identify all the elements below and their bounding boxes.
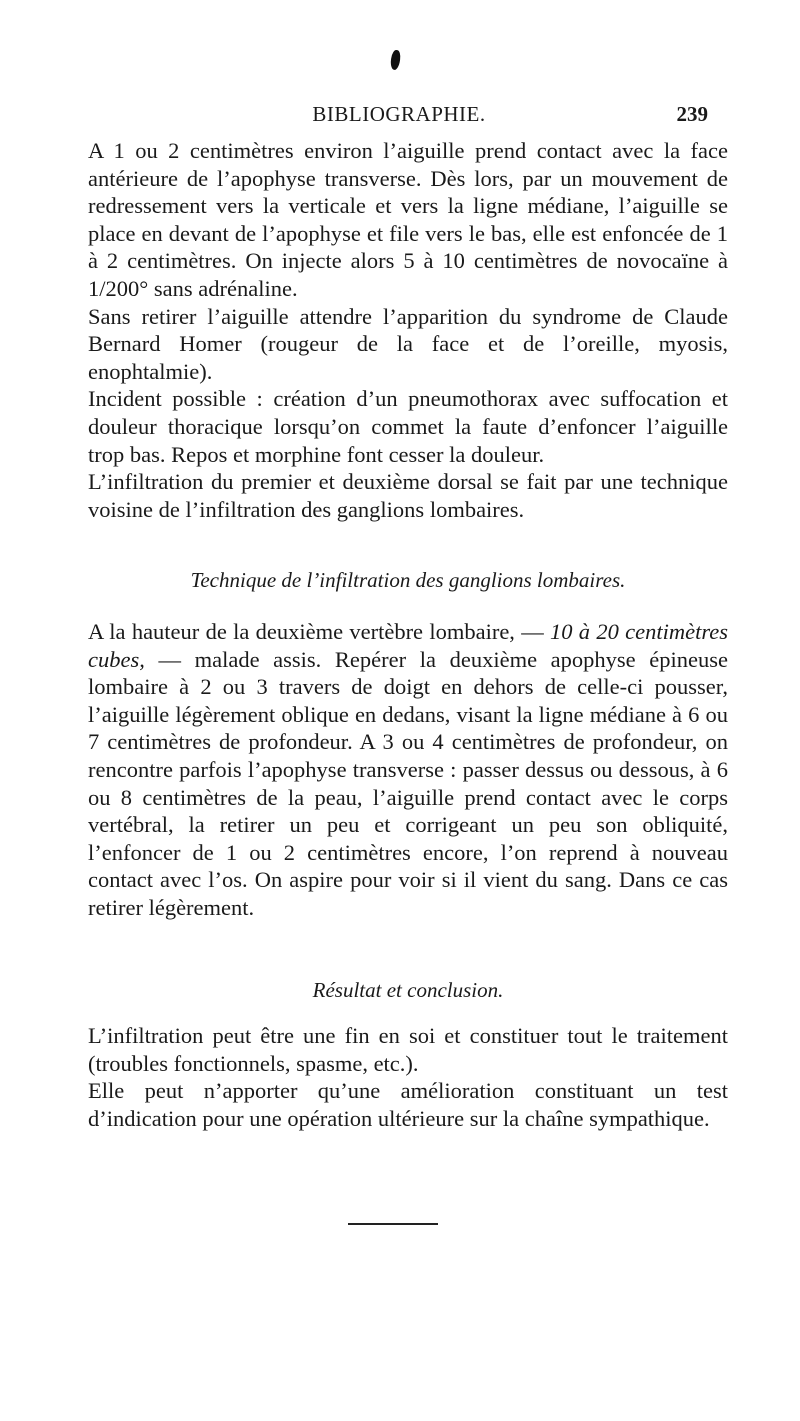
section-title-technique: Technique de l’infiltration des ganglions lombaires. <box>190 568 626 592</box>
section-title-result: Résultat et conclusion. <box>312 978 504 1002</box>
ink-blot <box>390 49 402 70</box>
page-header <box>90 100 708 130</box>
paragraph: Incident possible : création d’un pneumothorax avec suffocation et douleur thoracique lorsqu’on commet la faute d’enfoncer l’aiguille trop bas. Repos et morphine font cesser la douleur. <box>88 386 728 467</box>
paragraph: L’infiltration peut être une fin en soi et constituer tout le traitement (troubles fonctionnels, spasme, etc.). <box>88 1023 728 1076</box>
paragraph-start: A la hauteur de la deuxième vertèbre lombaire, — <box>88 619 550 644</box>
paragraph: A 1 ou 2 centimètres environ l’aiguille prend contact avec la face antérieure de l’apophyse transverse. Dès lors, par un mouvement de redressement vers la verticale et vers la ligne médiane, l’aiguille se place en devant de l’apophyse et file vers le bas, elle est enfoncée de 1 à 2 centimètres. On injecte alors 5 à 10 centimètres de novocaïne à 1/200° sans adrénaline. <box>88 138 728 301</box>
end-rule <box>348 1223 438 1225</box>
paragraph-italic: 10 à 20 centimètres cubes, <box>88 619 728 672</box>
paragraph: L’infiltration du premier et deuxième dorsal se fait par une technique voisine de l’infiltration des ganglions lombaires. <box>88 469 728 522</box>
paragraph: Elle peut n’apporter qu’une amélioration constituant un test d’indication pour une opération ultérieure sur la chaîne sympathique. <box>88 1078 728 1131</box>
paragraph-rest: — malade assis. Repérer la deuxième apophyse épineuse lombaire à 2 ou 3 travers de doigt en dehors de celle-ci pousser, l’aiguille légèrement oblique en dedans, visant la ligne médiane à 6 ou 7 centimètres de profondeur. A 3 ou 4 centimètres de profondeur, on rencontre parfois l’apophyse transverse : passer dessus ou dessous, à 6 ou 8 centimètres de la peau, l’aiguille prend contact avec le corps vertébral, la retirer un peu et corrigeant un peu son obliquité, l’enfoncer de 1 ou 2 centimètres encore, l’on reprend à nouveau contact avec l’os. On aspire pour voir si il vient du sang. Dans ce cas retirer légèrement. <box>88 646 728 920</box>
paragraph <box>88 618 728 922</box>
text-block-conclusion <box>88 1022 728 1132</box>
running-title: BIBLIOGRAPHIE. <box>312 102 486 126</box>
text-block-intro <box>88 137 728 523</box>
paragraph: Sans retirer l’aiguille attendre l’apparition du syndrome de Claude Bernard Homer (rougeur de la face et de l’oreille, myosis, enophtalmie). <box>88 303 728 384</box>
page-number: 239 <box>676 102 708 126</box>
text-block-technique <box>88 618 728 922</box>
